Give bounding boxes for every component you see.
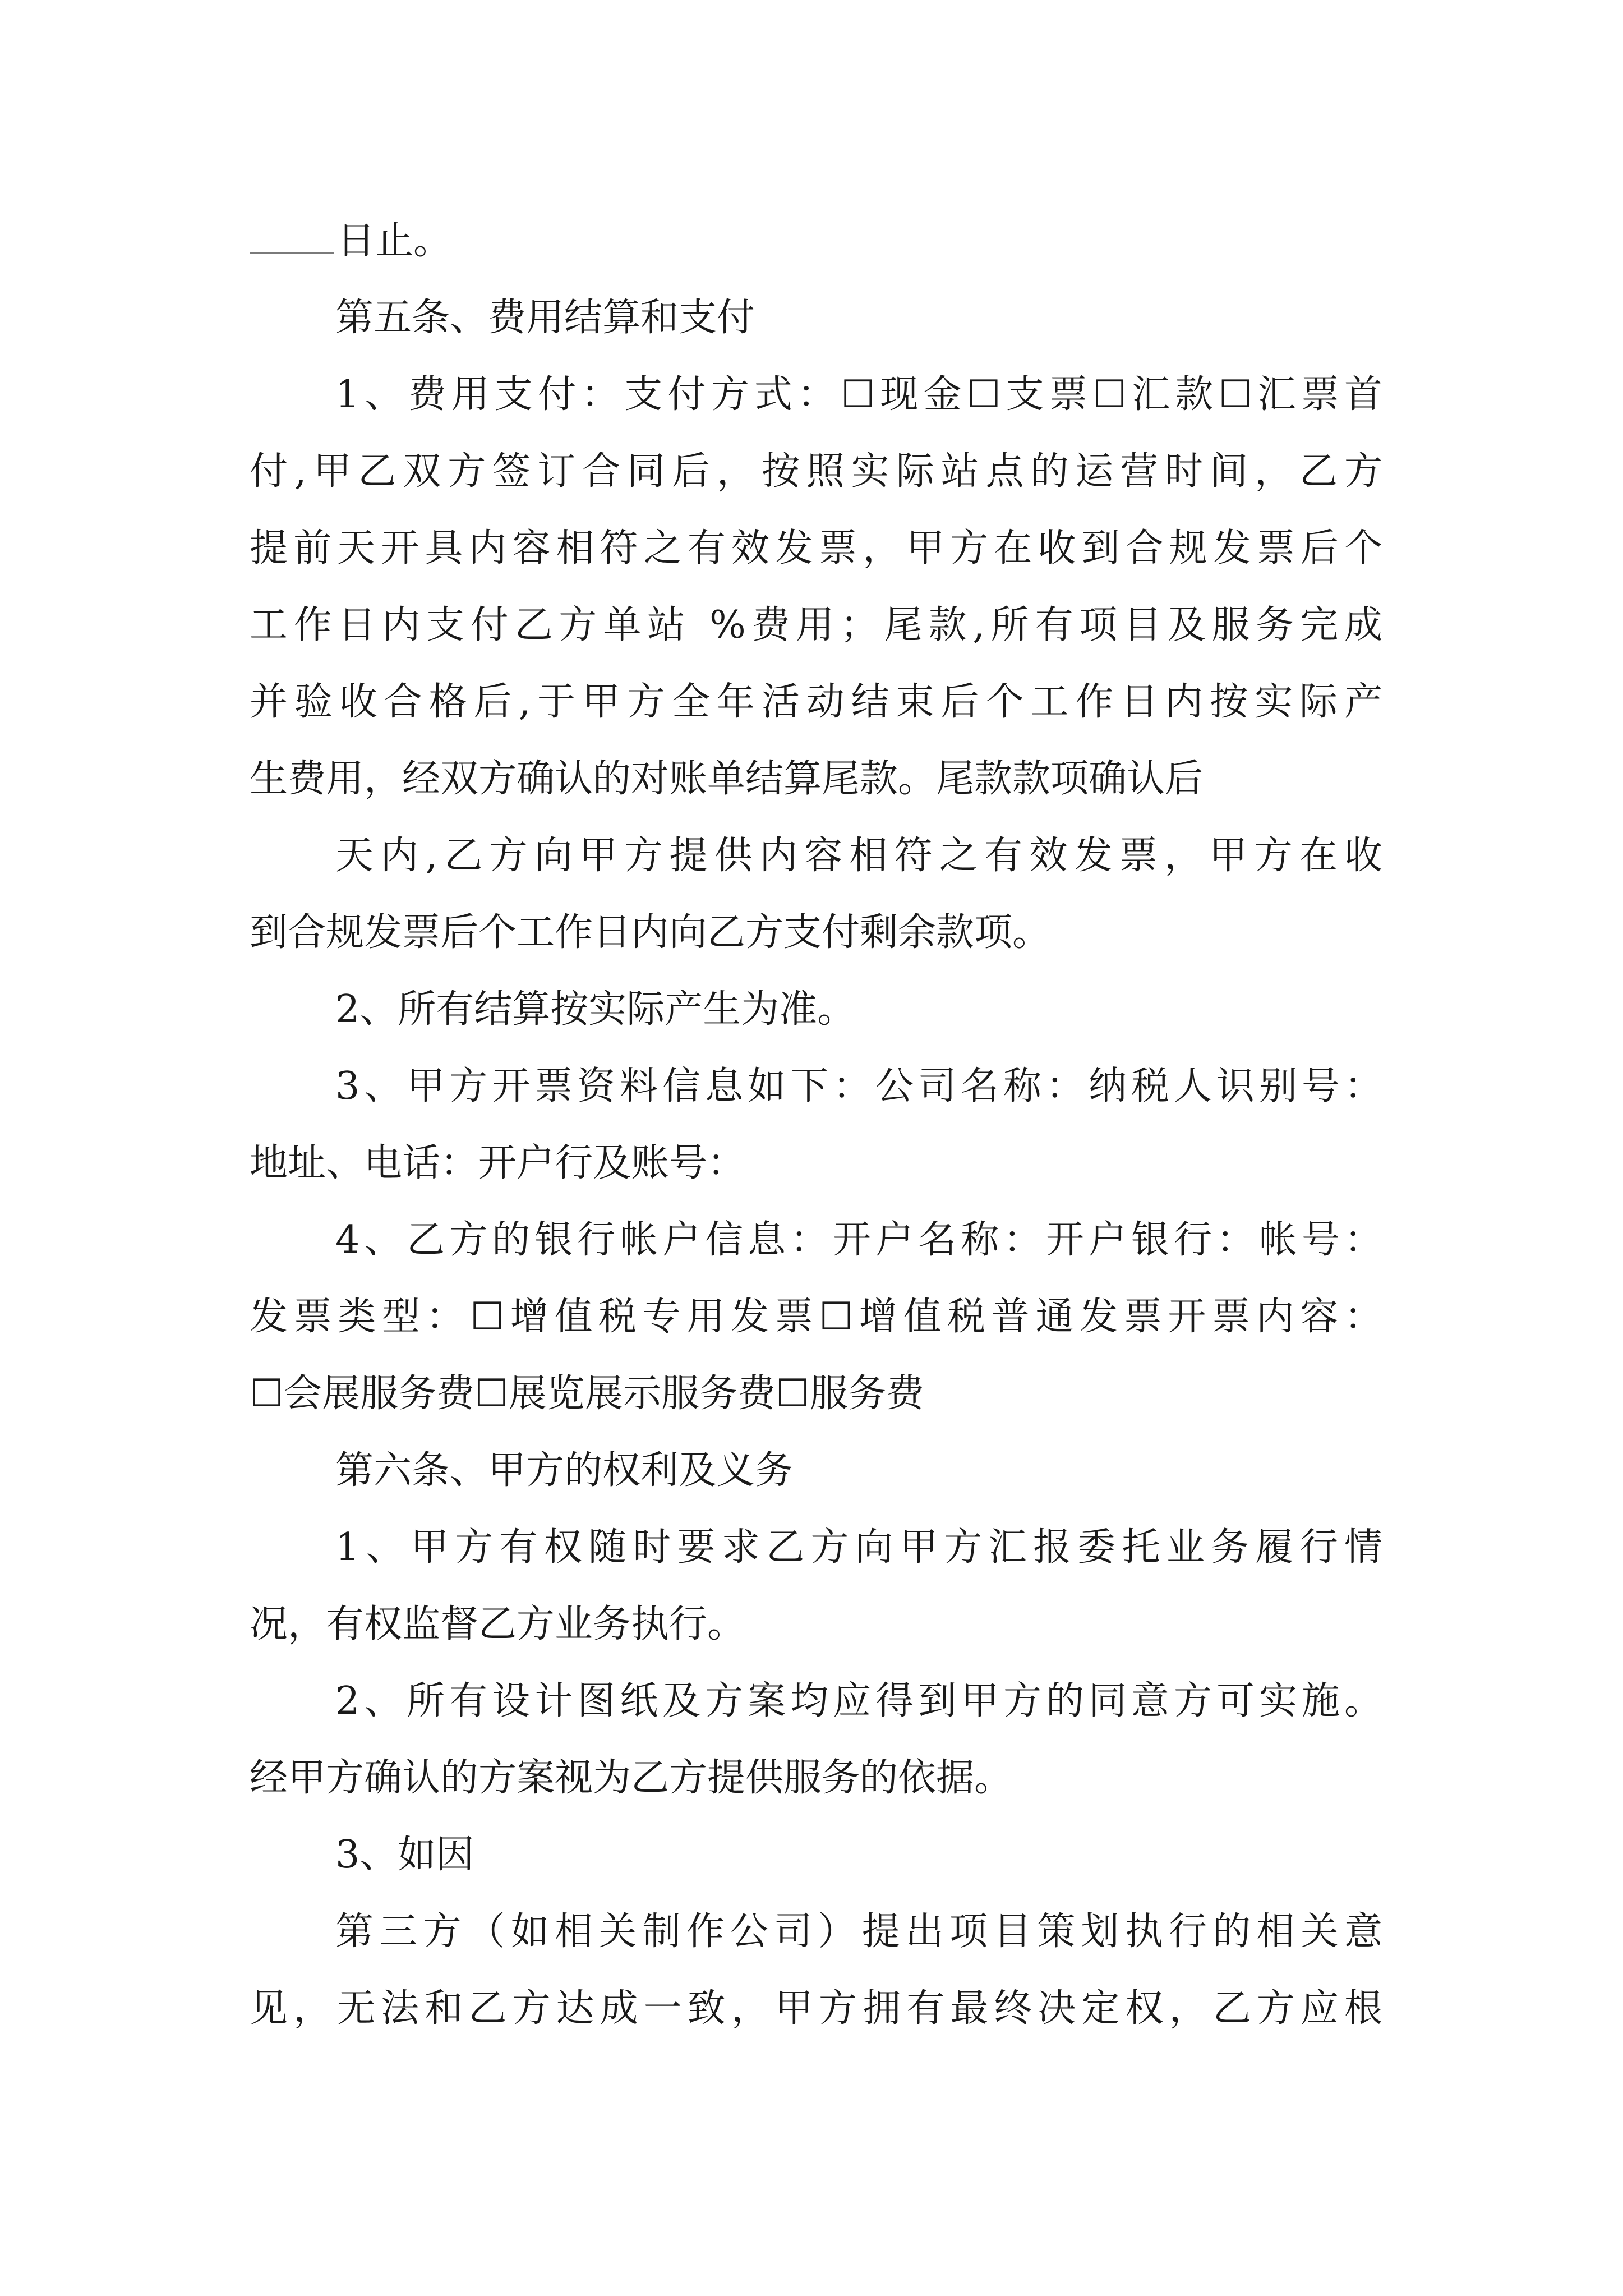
text-line: 提前天开具内容相符之有效发票，甲方在收到合规发票后个	[250, 526, 1382, 570]
text-line: 发票类型：☐增值税专用发票☐增值税普通发票开票内容：	[250, 1295, 1382, 1339]
text-line: 3、如因	[335, 1833, 474, 1877]
text-line: 况，有权监督乙方业务执行。	[250, 1602, 746, 1646]
text-line: 2、所有结算按实际产生为准。	[335, 987, 856, 1032]
text-line: 工作日内支付乙方单站 %费用；尾款,所有项目及服务完成	[250, 603, 1382, 647]
text-line: 到合规发票后个工作日内向乙方支付剩余款项。	[250, 910, 1051, 955]
text-line: 并验收合格后,于甲方全年活动结束后个工作日内按实际产	[250, 680, 1382, 724]
text-line: ☐会展服务费☐展览展示服务费☐服务费	[250, 1372, 924, 1416]
text-line: 2、所有设计图纸及方案均应得到甲方的同意方可实施。	[335, 1679, 1382, 1723]
text-line: 1、费用支付：支付方式：☐现金☐支票☐汇款☐汇票首	[335, 372, 1382, 417]
text-line: 付,甲乙双方签订合同后，按照实际站点的运营时间，乙方	[250, 449, 1382, 494]
blank-fill-line[interactable]	[250, 218, 334, 254]
text-line: 4、乙方的银行帐户信息：开户名称：开户银行：帐号：	[335, 1218, 1382, 1262]
text-line: 经甲方确认的方案视为乙方提供服务的依据。	[250, 1756, 1013, 1800]
text-line: 生费用，经双方确认的对账单结算尾款。尾款款项确认后	[250, 757, 1204, 801]
text-line: 见，无法和乙方达成一致，甲方拥有最终决定权，乙方应根	[250, 1986, 1382, 2031]
text-line-end-date	[250, 213, 1382, 269]
text-line: 天内,乙方向甲方提供内容相符之有效发票，甲方在收	[335, 834, 1382, 878]
section-heading-article-6: 第六条、甲方的权利及义务	[335, 1448, 794, 1493]
text-line: 地址、电话：开户行及账号：	[250, 1141, 746, 1185]
section-heading-article-5: 第五条、费用结算和支付	[335, 296, 755, 340]
text-line: 1、甲方有权随时要求乙方向甲方汇报委托业务履行情	[335, 1525, 1382, 1570]
text-line: 第三方（如相关制作公司）提出项目策划执行的相关意	[335, 1910, 1382, 1954]
text-line: 3、甲方开票资料信息如下：公司名称：纳税人识别号：	[335, 1064, 1382, 1108]
line-text: 日止。	[337, 219, 452, 263]
